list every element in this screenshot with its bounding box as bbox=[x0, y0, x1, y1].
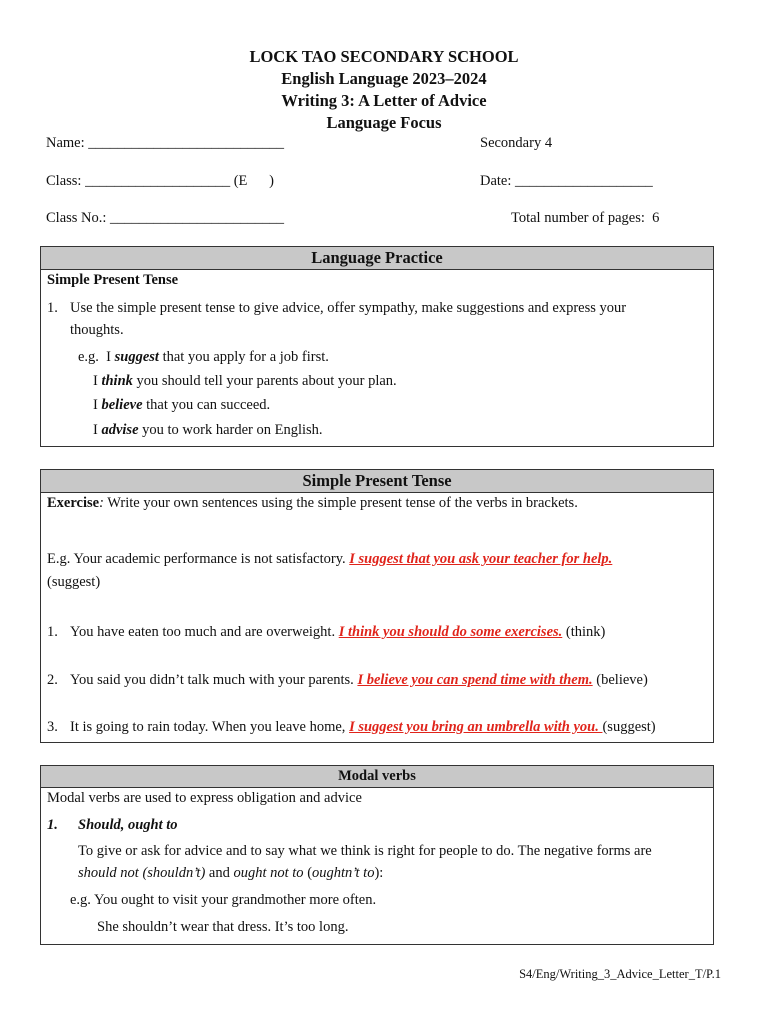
modal-item-number: 1. bbox=[47, 817, 58, 833]
language-practice-heading: Language Practice bbox=[41, 247, 713, 270]
exercise-item-number: 1. bbox=[47, 624, 58, 640]
modal-verbs-heading: Modal verbs bbox=[41, 766, 713, 788]
example-sentence: I advise you to work harder on English. bbox=[93, 422, 323, 438]
unit-title: Writing 3: A Letter of Advice bbox=[281, 91, 487, 110]
modal-example-1: e.g. You ought to visit your grandmother more often. bbox=[70, 892, 377, 908]
exercise-answer: I suggest you bring an umbrella with you. bbox=[349, 719, 603, 735]
exercise-instruction: Exercise: Write your own sentences using the simple present tense of the verbs in brackets. bbox=[47, 495, 578, 511]
practice-line-2: thoughts. bbox=[70, 322, 124, 338]
school-name: LOCK TAO SECONDARY SCHOOL bbox=[249, 47, 519, 66]
modal-subheading: Should, ought to bbox=[78, 817, 178, 833]
class-field: Class: ____________________ (E ) bbox=[46, 173, 274, 189]
example-sentence: I believe that you can succeed. bbox=[93, 397, 271, 413]
secondary-label: Secondary 4 bbox=[480, 135, 553, 151]
example-sentence: I think you should tell your parents about your plan. bbox=[93, 373, 397, 389]
class-no-field: Class No.: ________________________ bbox=[46, 210, 285, 226]
exercise-example-answer: I suggest that you ask your teacher for help. bbox=[349, 551, 613, 567]
language-practice-box bbox=[40, 246, 714, 447]
practice-subheading: Simple Present Tense bbox=[47, 272, 179, 288]
exercise-example: E.g. Your academic performance is not satisfactory. I suggest that you ask your teacher for help. bbox=[47, 551, 613, 567]
name-field: Name: ___________________________ bbox=[46, 135, 285, 151]
focus-title: Language Focus bbox=[326, 113, 442, 132]
example-sentence: e.g. I suggest that you apply for a job first. bbox=[78, 349, 329, 365]
modal-desc-line-1: To give or ask for advice and to say what we think is right for people to do. The negative forms are bbox=[78, 843, 652, 859]
exercise-example-verb: (suggest) bbox=[47, 574, 101, 590]
practice-item-number: 1. bbox=[47, 300, 58, 316]
exercise-box bbox=[40, 469, 714, 743]
exercise-item: You have eaten too much and are overweight. I think you should do some exercises. (think) bbox=[70, 624, 606, 640]
exercise-answer: I think you should do some exercises. bbox=[338, 624, 563, 640]
modal-intro: Modal verbs are used to express obligation and advice bbox=[47, 790, 362, 806]
modal-desc-line-2: should not (shouldn’t) and ought not to (oughtn’t to): bbox=[78, 865, 384, 881]
page-footer: S4/Eng/Writing_3_Advice_Letter_T/P.1 bbox=[519, 967, 721, 981]
practice-line-1: Use the simple present tense to give advice, offer sympathy, make suggestions and express your bbox=[70, 300, 627, 316]
exercise-item: You said you didn’t talk much with your parents. I believe you can spend time with them. (believe) bbox=[70, 672, 648, 688]
exercise-heading: Simple Present Tense bbox=[41, 470, 713, 493]
modal-example-2: She shouldn’t wear that dress. It’s too long. bbox=[97, 919, 349, 935]
total-pages: Total number of pages: 6 bbox=[511, 210, 660, 226]
subject-title: English Language 2023–2024 bbox=[281, 69, 487, 88]
exercise-item-number: 3. bbox=[47, 719, 58, 735]
exercise-answer: I believe you can spend time with them. bbox=[357, 672, 593, 688]
modal-verbs-box bbox=[40, 765, 714, 945]
exercise-item-number: 2. bbox=[47, 672, 58, 688]
exercise-item: It is going to rain today. When you leave home, I suggest you bring an umbrella with you. (suggest) bbox=[70, 719, 656, 735]
date-field: Date: ___________________ bbox=[480, 173, 653, 189]
